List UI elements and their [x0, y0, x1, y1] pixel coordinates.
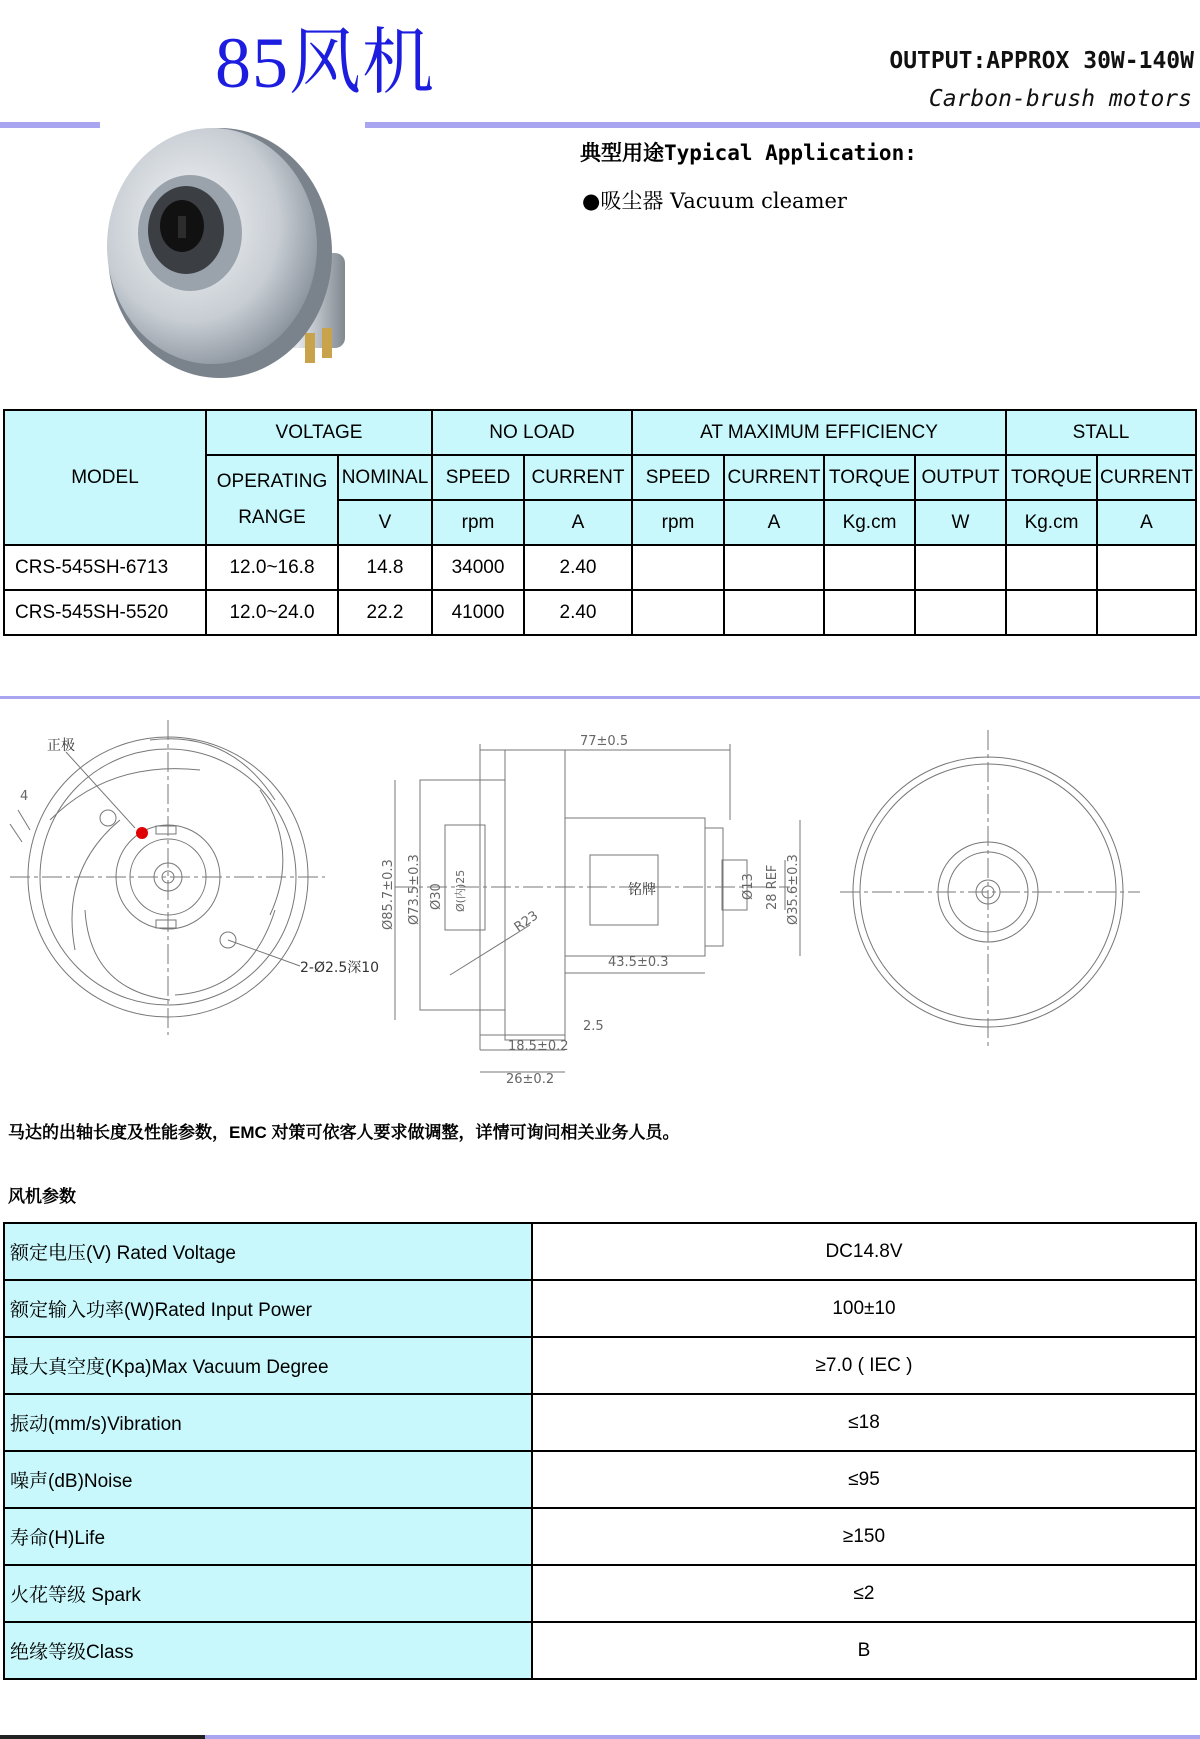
- section-rule: [0, 696, 1200, 699]
- unit-a: A: [524, 500, 632, 545]
- maxeff-torque-header: TORQUE: [824, 455, 915, 500]
- dim-18-5: 18.5±0.2: [508, 1039, 569, 1054]
- dim-43-5: 43.5±0.3: [608, 955, 669, 970]
- dim-26: 26±0.2: [506, 1072, 555, 1087]
- model-header: MODEL: [4, 410, 206, 545]
- current-cell: 2.40: [524, 590, 632, 635]
- unit-kgcm: Kg.cm: [1006, 500, 1097, 545]
- dim-35-6: Ø35.6±0.3: [786, 854, 801, 925]
- current-cell: 2.40: [524, 545, 632, 590]
- range-cell: 12.0~24.0: [206, 590, 338, 635]
- table-row: [4, 545, 1196, 590]
- fan-params-heading: 风机参数: [8, 1187, 76, 1206]
- param-label: 最大真空度(Kpa)Max Vacuum Degree: [4, 1337, 532, 1394]
- stall-torque-header: TORQUE: [1006, 455, 1097, 500]
- table-row: [4, 1508, 1196, 1565]
- table-row: [4, 1280, 1196, 1337]
- table-row: [4, 590, 1196, 635]
- dim-4: 4: [20, 789, 29, 804]
- noload-current-header: CURRENT: [524, 455, 632, 500]
- application-heading: 典型用途Typical Application:: [580, 141, 917, 165]
- technical-drawing: [0, 700, 1200, 1099]
- customization-note: 马达的出轴长度及性能参数，EMC 对策可依客人要求做调整，详情可询问相关业务人员。: [8, 1123, 680, 1142]
- unit-w: W: [915, 500, 1006, 545]
- empty-cell: [1006, 590, 1097, 635]
- nameplate-label: 铭牌: [628, 882, 656, 898]
- product-photo: [100, 118, 365, 401]
- front-view-drawing: [10, 720, 325, 1035]
- maxeff-speed-header: SPEED: [632, 455, 724, 500]
- output-range: OUTPUT:APPROX 30W-140W: [889, 48, 1194, 74]
- header-rule-right: [365, 122, 1200, 128]
- param-value: ≤2: [532, 1565, 1196, 1622]
- param-label: 噪声(dB)Noise: [4, 1451, 532, 1508]
- empty-cell: [824, 590, 915, 635]
- param-value: B: [532, 1622, 1196, 1679]
- positive-label: 正极: [47, 738, 75, 754]
- dim-30: Ø30: [429, 883, 444, 910]
- unit-v: V: [338, 500, 432, 545]
- param-value: ≤18: [532, 1394, 1196, 1451]
- model-cell: CRS-545SH-5520: [4, 590, 206, 635]
- dim-r23: R23: [511, 908, 542, 936]
- param-label: 寿命(H)Life: [4, 1508, 532, 1565]
- holes-label: 2-Ø2.5深10: [300, 960, 380, 976]
- dim-85-7: Ø85.7±0.3: [381, 859, 396, 930]
- table-row: [4, 1451, 1196, 1508]
- empty-cell: [1097, 545, 1196, 590]
- unit-kgcm: Kg.cm: [824, 500, 915, 545]
- dim-2-5: 2.5: [583, 1019, 604, 1034]
- unit-rpm: rpm: [432, 500, 524, 545]
- subtitle: Carbon-brush motors: [928, 86, 1192, 112]
- maxeff-output-header: OUTPUT: [915, 455, 1006, 500]
- noload-group-header: NO LOAD: [432, 410, 632, 455]
- noload-speed-header: SPEED: [432, 455, 524, 500]
- unit-a: A: [724, 500, 824, 545]
- stall-group-header: STALL: [1006, 410, 1196, 455]
- empty-cell: [632, 590, 724, 635]
- empty-cell: [824, 545, 915, 590]
- range-cell: 12.0~16.8: [206, 545, 338, 590]
- param-value: ≥150: [532, 1508, 1196, 1565]
- unit-rpm: rpm: [632, 500, 724, 545]
- application-item: ●吸尘器 Vacuum cleamer: [582, 189, 847, 213]
- back-view-drawing: [840, 730, 1140, 1050]
- nominal-cell: 22.2: [338, 590, 432, 635]
- param-label: 额定电压(V) Rated Voltage: [4, 1223, 532, 1280]
- operating-range-header: OPERATING RANGE: [206, 455, 338, 545]
- unit-a: A: [1097, 500, 1196, 545]
- maxeff-group-header: AT MAXIMUM EFFICIENCY: [632, 410, 1006, 455]
- voltage-group-header: VOLTAGE: [206, 410, 432, 455]
- table-row: [4, 1622, 1196, 1679]
- maxeff-current-header: CURRENT: [724, 455, 824, 500]
- footer-rule: [205, 1735, 1200, 1739]
- header-rule-left: [0, 122, 100, 128]
- table-row: [4, 1223, 1196, 1280]
- page-title: 85风机: [215, 23, 436, 103]
- nominal-header: NOMINAL: [338, 455, 432, 500]
- speed-cell: 34000: [432, 545, 524, 590]
- param-value: 100±10: [532, 1280, 1196, 1337]
- empty-cell: [1097, 590, 1196, 635]
- table-row: [4, 1394, 1196, 1451]
- param-value: DC14.8V: [532, 1223, 1196, 1280]
- model-cell: CRS-545SH-6713: [4, 545, 206, 590]
- positive-terminal-marker: [136, 827, 148, 839]
- fan-params-table: [3, 1222, 1197, 1680]
- param-label: 绝缘等级Class: [4, 1622, 532, 1679]
- dim-13: Ø13: [741, 873, 756, 900]
- speed-cell: 41000: [432, 590, 524, 635]
- dim-28: 28 REF: [765, 864, 780, 910]
- empty-cell: [724, 590, 824, 635]
- empty-cell: [724, 545, 824, 590]
- param-label: 振动(mm/s)Vibration: [4, 1394, 532, 1451]
- footer-rule-dark: [0, 1735, 205, 1739]
- param-value: ≤95: [532, 1451, 1196, 1508]
- param-label: 额定输入功率(W)Rated Input Power: [4, 1280, 532, 1337]
- param-value: ≥7.0 ( IEC ): [532, 1337, 1196, 1394]
- spec-table: [3, 409, 1197, 636]
- dim-25: Ø(内)25: [454, 869, 467, 912]
- empty-cell: [632, 545, 724, 590]
- dim-73-5: Ø73.5±0.3: [407, 854, 422, 925]
- empty-cell: [1006, 545, 1097, 590]
- table-row: [4, 1337, 1196, 1394]
- param-label: 火花等级 Spark: [4, 1565, 532, 1622]
- stall-current-header: CURRENT: [1097, 455, 1196, 500]
- nominal-cell: 14.8: [338, 545, 432, 590]
- empty-cell: [915, 545, 1006, 590]
- table-row: [4, 1565, 1196, 1622]
- dim-77: 77±0.5: [580, 734, 629, 749]
- empty-cell: [915, 590, 1006, 635]
